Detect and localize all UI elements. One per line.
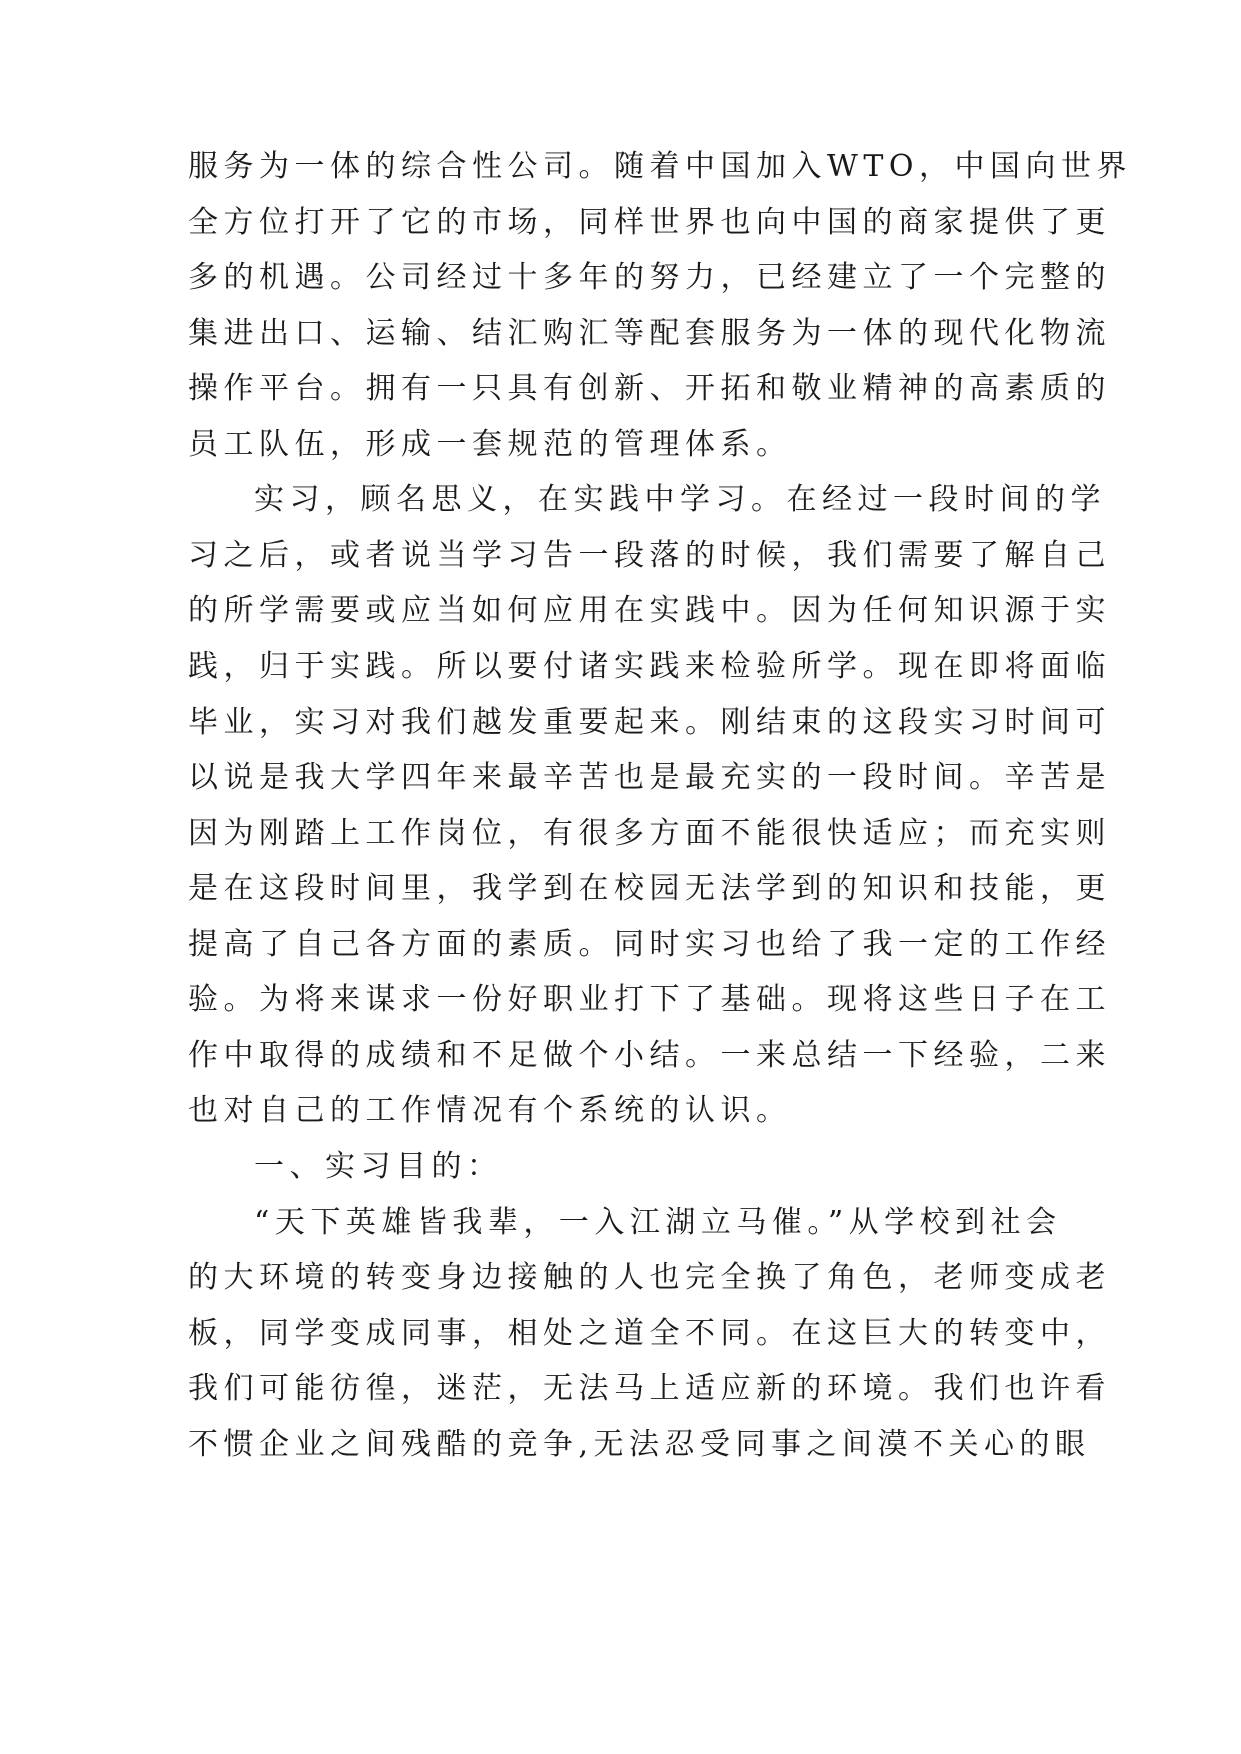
text-line: 的大环境的转变身边接触的人也完全换了角色，老师变成老 xyxy=(188,1260,1111,1295)
text-line: 习之后，或者说当学习告一段落的时候，我们需要了解自己 xyxy=(188,538,1111,573)
text-line: 员工队伍，形成一套规范的管理体系。 xyxy=(188,427,792,462)
text-line: 实习，顾名思义，在实践中学习。在经过一段时间的学 xyxy=(254,482,1106,517)
text-line: 不惯企业之间残酷的竞争,无法忍受同事之间漠不关心的眼 xyxy=(188,1427,1091,1462)
text-line: 因为刚踏上工作岗位，有很多方面不能很快适应；而充实则 xyxy=(188,816,1111,851)
text-line: 的所学需要或应当如何应用在实践中。因为任何知识源于实 xyxy=(188,593,1111,628)
text-line: 集进出口、运输、结汇购汇等配套服务为一体的现代化物流 xyxy=(188,316,1111,351)
text-line: “天下英雄皆我辈，一入江湖立马催。”从学校到社会 xyxy=(254,1205,1062,1240)
text-line: 是在这段时间里，我学到在校园无法学到的知识和技能，更 xyxy=(188,871,1111,906)
text-line: 操作平台。拥有一只具有创新、开拓和敬业精神的高素质的 xyxy=(188,371,1111,406)
text-line: 全方位打开了它的市场，同样世界也向中国的商家提供了更 xyxy=(188,205,1111,240)
text-line: 也对自己的工作情况有个系统的认识。 xyxy=(188,1093,792,1128)
text-line: 毕业，实习对我们越发重要起来。刚结束的这段实习时间可 xyxy=(188,705,1111,740)
text-line: 板，同学变成同事，相处之道全不同。在这巨大的转变中， xyxy=(188,1316,1111,1351)
text-line: 服务为一体的综合性公司。随着中国加入WTO，中国向世界 xyxy=(188,149,1132,184)
text-line: 以说是我大学四年来最辛苦也是最充实的一段时间。辛苦是 xyxy=(188,760,1111,795)
text-line: 践，归于实践。所以要付诸实践来检验所学。现在即将面临 xyxy=(188,649,1111,684)
text-line: 提高了自己各方面的素质。同时实习也给了我一定的工作经 xyxy=(188,927,1111,962)
text-line: 验。为将来谋求一份好职业打下了基础。现将这些日子在工 xyxy=(188,982,1111,1017)
text-line: 多的机遇。公司经过十多年的努力，已经建立了一个完整的 xyxy=(188,260,1111,295)
section-heading: 一、实习目的： xyxy=(254,1149,503,1184)
text-line: 作中取得的成绩和不足做个小结。一来总结一下经验，二来 xyxy=(188,1038,1111,1073)
text-line: 我们可能彷徨，迷茫，无法马上适应新的环境。我们也许看 xyxy=(188,1371,1111,1406)
